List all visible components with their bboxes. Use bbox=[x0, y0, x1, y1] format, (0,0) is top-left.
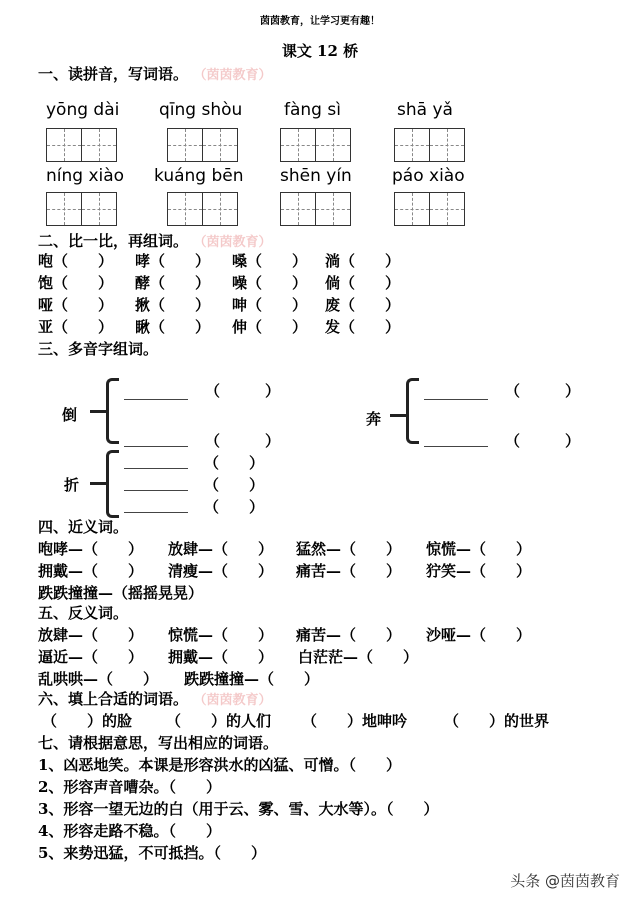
writing-grid[interactable] bbox=[167, 192, 238, 226]
meaning-item[interactable]: 4、形容走路不稳。（ ） bbox=[38, 822, 221, 840]
answer-paren[interactable]: （ ） bbox=[505, 382, 581, 400]
compare-cell[interactable]: 淌（ ） bbox=[325, 252, 401, 270]
pinyin-7: shēn yín bbox=[280, 166, 352, 186]
page-title: 课文 12 桥 bbox=[281, 42, 359, 60]
antonym-cell[interactable]: 逼近—（ ） bbox=[38, 648, 144, 666]
section-7-heading: 七、请根据意思，写出相应的词语。 bbox=[38, 734, 279, 752]
brace bbox=[106, 378, 119, 444]
section-3-heading: 三、多音字组词。 bbox=[38, 340, 159, 358]
compare-cell[interactable]: 酵（ ） bbox=[135, 274, 211, 292]
compare-cell[interactable]: 伸（ ） bbox=[232, 318, 308, 336]
watermark: （茵茵教育） bbox=[200, 68, 272, 83]
brace bbox=[106, 450, 119, 518]
section-1-heading-text: 一、读拼音，写词语。 bbox=[38, 65, 189, 83]
fill-word[interactable]: （ ）地呻吟 bbox=[302, 712, 408, 730]
header-note: 茵茵教育，让学习更有趣！ bbox=[260, 16, 380, 27]
compare-cell[interactable]: 废（ ） bbox=[325, 296, 401, 314]
writing-grid[interactable] bbox=[394, 192, 465, 226]
pinyin-5: níng xiào bbox=[46, 166, 125, 186]
brace-stem bbox=[390, 414, 406, 417]
pinyin-3: fàng sì bbox=[284, 100, 341, 120]
compare-cell[interactable]: 噪（ ） bbox=[232, 274, 308, 292]
pinyin-4: shā yǎ bbox=[397, 100, 453, 120]
synonym-cell[interactable]: 咆哮—（ ） bbox=[38, 540, 144, 558]
writing-grid[interactable] bbox=[46, 192, 117, 226]
synonym-cell[interactable]: 猛然—（ ） bbox=[296, 540, 402, 558]
antonym-cell[interactable]: 跌跌撞撞—（ ） bbox=[184, 670, 320, 688]
pinyin-6: kuáng bēn bbox=[154, 166, 244, 186]
compare-cell[interactable]: 倘（ ） bbox=[325, 274, 401, 292]
pinyin-1: yōng dài bbox=[46, 100, 120, 120]
fill-word[interactable]: （ ）的人们 bbox=[166, 712, 272, 730]
compare-cell[interactable]: 哮（ ） bbox=[135, 252, 211, 270]
answer-line[interactable] bbox=[124, 490, 188, 491]
answer-paren[interactable]: （ ） bbox=[505, 432, 581, 450]
brace bbox=[406, 378, 419, 444]
compare-cell[interactable]: 揪（ ） bbox=[135, 296, 211, 314]
antonym-cell[interactable]: 拥戴—（ ） bbox=[168, 648, 274, 666]
answer-line[interactable] bbox=[424, 446, 488, 447]
writing-grid[interactable] bbox=[167, 128, 238, 162]
source-watermark: 头条 @茵茵教育 bbox=[510, 872, 620, 890]
antonym-cell[interactable]: 沙哑—（ ） bbox=[426, 626, 532, 644]
section-2-heading bbox=[38, 230, 272, 251]
fill-word[interactable]: （ ）的脸 bbox=[42, 712, 133, 730]
polyphone-char: 折 bbox=[64, 476, 80, 494]
answer-line[interactable] bbox=[124, 512, 188, 513]
synonym-cell[interactable]: 放肆—（ ） bbox=[168, 540, 274, 558]
section-1-heading bbox=[38, 63, 272, 84]
section-5-heading: 五、反义词。 bbox=[38, 604, 129, 622]
antonym-cell[interactable]: 痛苦—（ ） bbox=[296, 626, 402, 644]
antonym-cell[interactable]: 乱哄哄—（ ） bbox=[38, 670, 159, 688]
section-6-heading bbox=[38, 688, 272, 709]
antonym-cell[interactable]: 白茫茫—（ ） bbox=[298, 648, 419, 666]
synonym-cell[interactable]: 拥戴—（ ） bbox=[38, 562, 144, 580]
compare-cell[interactable]: 嗓（ ） bbox=[232, 252, 308, 270]
compare-cell[interactable]: 亚（ ） bbox=[38, 318, 114, 336]
answer-line[interactable] bbox=[124, 446, 188, 447]
brace-stem bbox=[90, 482, 106, 485]
answer-paren[interactable]: （ ） bbox=[204, 498, 265, 516]
polyphone-char: 倒 bbox=[62, 406, 78, 424]
fill-word[interactable]: （ ）的世界 bbox=[444, 712, 550, 730]
answer-line[interactable] bbox=[424, 399, 488, 400]
section-4-heading: 四、近义词。 bbox=[38, 518, 129, 536]
compare-cell[interactable]: 瞅（ ） bbox=[135, 318, 211, 336]
antonym-cell[interactable]: 放肆—（ ） bbox=[38, 626, 144, 644]
answer-paren[interactable]: （ ） bbox=[204, 454, 265, 472]
meaning-item[interactable]: 2、形容声音嘈杂。（ ） bbox=[38, 778, 221, 796]
synonym-cell: 跌跌撞撞—（摇摇晃晃） bbox=[38, 584, 204, 602]
writing-grid[interactable] bbox=[280, 128, 351, 162]
compare-cell[interactable]: 发（ ） bbox=[325, 318, 401, 336]
section-6-heading-text: 六、填上合适的词语。 bbox=[38, 690, 189, 708]
synonym-cell[interactable]: 痛苦—（ ） bbox=[296, 562, 402, 580]
polyphone-char: 奔 bbox=[366, 410, 382, 428]
pinyin-2: qīng shòu bbox=[159, 100, 243, 120]
watermark: （茵茵教育） bbox=[200, 235, 272, 250]
synonym-cell[interactable]: 清瘦—（ ） bbox=[168, 562, 274, 580]
answer-paren[interactable]: （ ） bbox=[205, 382, 281, 400]
compare-cell[interactable]: 呻（ ） bbox=[232, 296, 308, 314]
meaning-item[interactable]: 1、凶恶地笑。本课是形容洪水的凶猛、可憎。（ ） bbox=[38, 756, 401, 774]
writing-grid[interactable] bbox=[394, 128, 465, 162]
brace-stem bbox=[90, 410, 106, 413]
answer-paren[interactable]: （ ） bbox=[204, 476, 265, 494]
answer-line[interactable] bbox=[124, 399, 188, 400]
watermark: （茵茵教育） bbox=[200, 693, 272, 708]
meaning-item[interactable]: 3、形容一望无边的白（用于云、雾、雪、大水等）。（ ） bbox=[38, 800, 439, 818]
compare-cell[interactable]: 咆（ ） bbox=[38, 252, 114, 270]
writing-grid[interactable] bbox=[280, 192, 351, 226]
antonym-cell[interactable]: 惊慌—（ ） bbox=[168, 626, 274, 644]
section-2-heading-text: 二、比一比，再组词。 bbox=[38, 232, 189, 250]
writing-grid[interactable] bbox=[46, 128, 117, 162]
synonym-cell[interactable]: 惊慌—（ ） bbox=[426, 540, 532, 558]
meaning-item[interactable]: 5、来势迅猛，不可抵挡。（ ） bbox=[38, 844, 266, 862]
synonym-cell[interactable]: 狞笑—（ ） bbox=[426, 562, 532, 580]
pinyin-8: páo xiào bbox=[392, 166, 465, 186]
compare-cell[interactable]: 哑（ ） bbox=[38, 296, 114, 314]
answer-paren[interactable]: （ ） bbox=[205, 432, 281, 450]
answer-line[interactable] bbox=[124, 468, 188, 469]
compare-cell[interactable]: 饱（ ） bbox=[38, 274, 114, 292]
